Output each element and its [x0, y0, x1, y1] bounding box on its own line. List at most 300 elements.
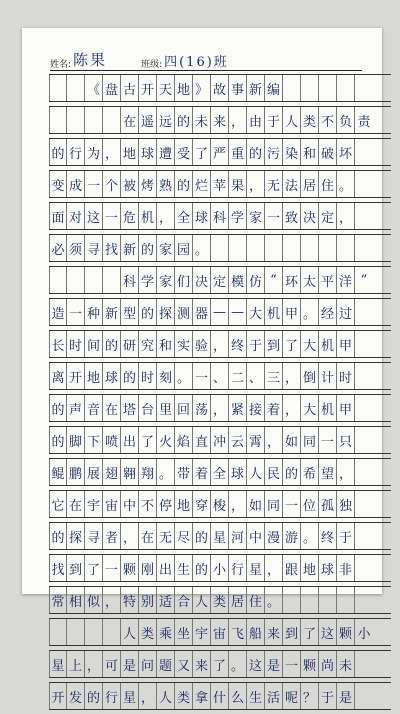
- grid-cell: 一: [283, 651, 301, 677]
- grid-cell: 一: [193, 363, 211, 389]
- grid-cell: 生: [175, 555, 193, 581]
- grid-cell: 远: [157, 107, 175, 133]
- grid-cell: 的: [193, 523, 211, 549]
- grid-cell: 古: [121, 75, 139, 101]
- essay-line: [49, 682, 391, 710]
- grid-cell: 新: [103, 299, 121, 325]
- grid-cell: 一: [103, 555, 121, 581]
- grid-cell: 遭: [157, 139, 175, 165]
- grid-cell: 穿: [193, 491, 211, 517]
- grid-cell: 不: [139, 491, 157, 517]
- grid-cell: [301, 75, 319, 101]
- grid-cell: 坏: [337, 139, 355, 165]
- grid-cell: 下: [85, 427, 103, 453]
- grid-cell: 相: [67, 587, 85, 613]
- grid-cell: 二: [229, 363, 247, 389]
- student-name: 陈果: [73, 51, 108, 69]
- grid-cell: ，: [283, 395, 301, 421]
- grid-cell: 致: [283, 203, 301, 229]
- grid-cell: 了: [193, 139, 211, 165]
- essay-line: [49, 298, 391, 326]
- grid-cell: ，: [157, 203, 175, 229]
- grid-cell: ，: [265, 555, 283, 581]
- grid-cell: [229, 235, 247, 261]
- grid-cell: 声: [67, 395, 85, 421]
- grid-cell: [265, 235, 283, 261]
- grid-cell: ，: [103, 587, 121, 613]
- essay-line: [49, 458, 391, 486]
- grid-cell: [355, 651, 373, 677]
- grid-cell: 器: [193, 299, 211, 325]
- grid-cell: 间: [85, 331, 103, 357]
- essay-line: [49, 490, 391, 518]
- grid-cell: 。: [157, 459, 175, 485]
- grid-cell: ，: [337, 459, 355, 485]
- grid-cell: 经: [319, 299, 337, 325]
- grid-cell: 遥: [139, 107, 157, 133]
- grid-cell: 无: [157, 523, 175, 549]
- grid-cell: 住: [247, 587, 265, 613]
- grid-cell: 刚: [139, 555, 157, 581]
- grid-cell: 新: [121, 235, 139, 261]
- grid-cell: 大: [247, 299, 265, 325]
- grid-cell: —: [211, 299, 229, 325]
- grid-cell: 这: [319, 619, 337, 645]
- grid-cell: 未: [193, 107, 211, 133]
- grid-cell: 种: [85, 299, 103, 325]
- grid-cell: 尽: [175, 523, 193, 549]
- grid-cell: 是: [121, 651, 139, 677]
- grid-cell: 离: [49, 363, 67, 389]
- grid-cell: [337, 235, 355, 261]
- grid-cell: [283, 75, 301, 101]
- grid-cell: 呢: [283, 683, 301, 709]
- grid-cell: [301, 587, 319, 613]
- grid-cell: 翱: [121, 459, 139, 485]
- grid-cell: 了: [283, 331, 301, 357]
- grid-cell: 同: [301, 427, 319, 453]
- grid-cell: 鲲: [49, 459, 67, 485]
- grid-cell: 环: [283, 267, 301, 293]
- grid-cell: 学: [229, 203, 247, 229]
- grid-cell: 类: [211, 587, 229, 613]
- essay-line: [49, 618, 391, 646]
- grid-cell: 可: [103, 651, 121, 677]
- grid-cell: 仿: [247, 267, 265, 293]
- grid-cell: 机: [319, 395, 337, 421]
- grid-cell: 停: [157, 491, 175, 517]
- grid-cell: 为: [85, 139, 103, 165]
- grid-cell: 平: [319, 267, 337, 293]
- essay-line: [49, 330, 391, 358]
- grid-cell: 星: [247, 555, 265, 581]
- grid-cell: 家: [157, 235, 175, 261]
- grid-cell: ”: [360, 272, 368, 288]
- grid-cell: [355, 75, 373, 101]
- grid-cell: 模: [229, 267, 247, 293]
- grid-cell: 了: [301, 619, 319, 645]
- grid-cell: 在: [139, 523, 157, 549]
- grid-cell: 受: [175, 139, 193, 165]
- grid-cell: 时: [67, 331, 85, 357]
- grid-cell: 寻: [85, 523, 103, 549]
- grid-cell: [355, 299, 373, 325]
- grid-cell: 和: [301, 139, 319, 165]
- grid-cell: 未: [337, 651, 355, 677]
- grid-cell: 小: [357, 626, 371, 642]
- grid-cell: 熟: [157, 171, 175, 197]
- grid-cell: ，: [103, 139, 121, 165]
- grid-cell: 坐: [175, 619, 193, 645]
- grid-cell: 在: [121, 107, 139, 133]
- grid-cell: 刻: [157, 363, 175, 389]
- grid-cell: 中: [121, 491, 139, 517]
- grid-cell: 鹏: [67, 459, 85, 485]
- grid-cell: [355, 203, 373, 229]
- grid-cell: 同: [265, 491, 283, 517]
- grid-cell: 常: [49, 587, 67, 613]
- grid-cell: [355, 235, 373, 261]
- grid-cell: 地: [301, 555, 319, 581]
- grid-cell: 究: [139, 331, 157, 357]
- grid-cell: 的: [121, 363, 139, 389]
- grid-cell: 危: [121, 203, 139, 229]
- grid-cell: 上: [67, 651, 85, 677]
- grid-cell: [355, 331, 373, 357]
- grid-cell: 一: [265, 203, 283, 229]
- grid-cell: 事: [229, 75, 247, 101]
- grid-cell: 地: [175, 75, 193, 101]
- grid-cell: [355, 555, 373, 581]
- grid-cell: 船: [247, 619, 265, 645]
- grid-cell: 大: [301, 395, 319, 421]
- grid-cell: 孤: [319, 491, 337, 517]
- grid-cell: “: [265, 267, 283, 293]
- grid-cell: 的: [139, 235, 157, 261]
- grid-cell: ？: [301, 683, 319, 709]
- grid-cell: 造: [49, 299, 67, 325]
- grid-cell: 居: [301, 171, 319, 197]
- grid-cell: ，: [121, 523, 139, 549]
- grid-cell: 。: [337, 171, 355, 197]
- essay-line: [49, 522, 391, 550]
- grid-cell: 型: [121, 299, 139, 325]
- grid-cell: 机: [265, 299, 283, 325]
- grid-cell: ，: [139, 683, 157, 709]
- grid-cell: 的: [175, 107, 193, 133]
- grid-cell: 适: [157, 587, 175, 613]
- grid-cell: 对: [67, 203, 85, 229]
- grid-cell: 人: [283, 107, 301, 133]
- grid-cell: 位: [301, 491, 319, 517]
- grid-cell: [355, 491, 373, 517]
- grid-cell: 重: [229, 139, 247, 165]
- grid-cell: [355, 459, 373, 485]
- grid-cell: 回: [175, 395, 193, 421]
- grid-cell: 苹: [211, 171, 229, 197]
- name-label: 姓名:: [50, 60, 72, 70]
- grid-cell: 小: [211, 555, 229, 581]
- grid-cell: 决: [193, 267, 211, 293]
- essay-line: [49, 266, 391, 294]
- grid-cell: 地: [121, 139, 139, 165]
- grid-cell: 家: [157, 267, 175, 293]
- grid-cell: [85, 107, 103, 133]
- grid-cell: 科: [211, 203, 229, 229]
- grid-cell: 长: [49, 331, 67, 357]
- grid-cell: 火: [157, 427, 175, 453]
- grid-cell: 宇: [85, 491, 103, 517]
- grid-cell: 于: [319, 683, 337, 709]
- grid-cell: 来: [193, 651, 211, 677]
- grid-cell: 无: [265, 171, 283, 197]
- grid-cell: 定: [211, 267, 229, 293]
- grid-cell: [67, 267, 85, 293]
- grid-cell: 宇: [193, 619, 211, 645]
- grid-cell: 全: [211, 459, 229, 485]
- grid-cell: 又: [175, 651, 193, 677]
- grid-cell: 一: [85, 171, 103, 197]
- grid-cell: 洋: [337, 267, 355, 293]
- grid-cell: 到: [67, 555, 85, 581]
- grid-cell: ，: [247, 171, 265, 197]
- grid-cell: 星: [211, 523, 229, 549]
- essay-line: [49, 138, 391, 166]
- grid-cell: 脚: [67, 427, 85, 453]
- grid-cell: 的: [283, 459, 301, 485]
- grid-cell: 跟: [283, 555, 301, 581]
- essay-line: [49, 106, 391, 134]
- grid-cell: 别: [139, 587, 157, 613]
- grid-cell: 独: [337, 491, 355, 517]
- grid-cell: 必: [49, 235, 67, 261]
- grid-cell: [355, 363, 373, 389]
- grid-cell: [103, 619, 121, 645]
- grid-cell: 们: [175, 267, 193, 293]
- grid-cell: 由: [247, 107, 265, 133]
- grid-cell: 了: [211, 651, 229, 677]
- grid-cell: 这: [247, 651, 265, 677]
- grid-cell: 。: [265, 587, 283, 613]
- grid-cell: 是: [337, 683, 355, 709]
- grid-cell: 出: [121, 427, 139, 453]
- grid-cell: 责: [357, 114, 371, 130]
- grid-cell: [337, 587, 355, 613]
- grid-cell: 只: [337, 427, 355, 453]
- grid-cell: 球: [193, 203, 211, 229]
- sheet-header: [50, 40, 362, 71]
- grid-cell: 希: [301, 459, 319, 485]
- grid-cell: 面: [49, 203, 67, 229]
- grid-cell: 须: [67, 235, 85, 261]
- grid-cell: 机: [319, 331, 337, 357]
- grid-cell: 人: [157, 683, 175, 709]
- grid-cell: 游: [283, 523, 301, 549]
- grid-cell: 台: [139, 395, 157, 421]
- grid-cell: 者: [103, 523, 121, 549]
- grid-cell: ，: [283, 363, 301, 389]
- grid-cell: 么: [229, 683, 247, 709]
- grid-cell: 带: [175, 459, 193, 485]
- grid-cell: 星: [121, 683, 139, 709]
- grid-cell: 发: [67, 683, 85, 709]
- grid-cell: 的: [49, 523, 67, 549]
- grid-cell: 天: [157, 75, 175, 101]
- grid-cell: 时: [337, 363, 355, 389]
- grid-cell: 盘: [103, 75, 121, 101]
- grid-cell: 特: [121, 587, 139, 613]
- grid-cell: 。: [175, 363, 193, 389]
- grid-cell: 烂: [193, 171, 211, 197]
- essay-line: [49, 170, 391, 198]
- grid-cell: 来: [211, 107, 229, 133]
- grid-cell: 和: [157, 331, 175, 357]
- grid-cell: ，: [229, 491, 247, 517]
- grid-cell: 人: [121, 619, 139, 645]
- grid-cell: 验: [193, 331, 211, 357]
- grid-cell: 太: [301, 267, 319, 293]
- grid-cell: 展: [85, 459, 103, 485]
- grid-cell: 颗: [121, 555, 139, 581]
- grid-cell: 学: [139, 267, 157, 293]
- grid-cell: 寻: [85, 235, 103, 261]
- grid-cell: 大: [301, 331, 319, 357]
- grid-cell: 到: [283, 619, 301, 645]
- grid-cell: [85, 267, 103, 293]
- grid-cell: 时: [139, 363, 157, 389]
- grid-cell: 接: [247, 395, 265, 421]
- grid-cell: 行: [67, 139, 85, 165]
- grid-cell: 于: [265, 107, 283, 133]
- grid-cell: [355, 395, 373, 421]
- grid-cell: —: [229, 299, 247, 325]
- grid-cell: 法: [283, 171, 301, 197]
- grid-cell: 着: [193, 459, 211, 485]
- grid-cell: 。: [229, 651, 247, 677]
- grid-cell: 于: [337, 523, 355, 549]
- grid-cell: 来: [265, 619, 283, 645]
- grid-cell: [67, 75, 85, 101]
- grid-cell: 球: [103, 363, 121, 389]
- grid-cell: 中: [247, 523, 265, 549]
- grid-cell: [283, 235, 301, 261]
- grid-cell: 一: [283, 491, 301, 517]
- grid-cell: 颗: [337, 619, 355, 645]
- grid-cell: [283, 587, 301, 613]
- grid-cell: 球: [229, 459, 247, 485]
- grid-cell: [319, 587, 337, 613]
- grid-cell: 着: [265, 395, 283, 421]
- grid-cell: 家: [247, 203, 265, 229]
- grid-cell: 了: [85, 555, 103, 581]
- grid-cell: [49, 107, 67, 133]
- grid-cell: 问: [139, 651, 157, 677]
- grid-cell: 颗: [301, 651, 319, 677]
- grid-cell: 的: [103, 331, 121, 357]
- essay-line: [49, 586, 391, 614]
- grid-cell: 什: [211, 683, 229, 709]
- grid-cell: 合: [175, 587, 193, 613]
- grid-cell: [355, 139, 373, 165]
- grid-cell: 。: [301, 523, 319, 549]
- grid-cell: 行: [229, 555, 247, 581]
- grid-cell: 的: [175, 171, 193, 197]
- grid-cell: 题: [157, 651, 175, 677]
- class-label: 班级:: [141, 60, 163, 70]
- grid-cell: 如: [283, 427, 301, 453]
- grid-cell: 科: [121, 267, 139, 293]
- grid-cell: [49, 75, 67, 101]
- grid-cell: 焰: [175, 427, 193, 453]
- grid-cell: 探: [67, 523, 85, 549]
- grid-cell: 倒: [301, 363, 319, 389]
- grid-cell: 染: [283, 139, 301, 165]
- grid-cell: 过: [337, 299, 355, 325]
- grid-cell: [337, 75, 355, 101]
- grid-cell: ，: [211, 395, 229, 421]
- grid-cell: 计: [319, 363, 337, 389]
- grid-cell: 如: [247, 491, 265, 517]
- grid-cell: 被: [121, 171, 139, 197]
- grid-cell: 住: [319, 171, 337, 197]
- grid-cell: 新: [247, 75, 265, 101]
- grid-cell: [49, 267, 67, 293]
- grid-cell: 、: [247, 363, 265, 389]
- grid-cell: 星: [49, 651, 67, 677]
- grid-cell: 开: [49, 683, 67, 709]
- grid-cell: 了: [139, 427, 157, 453]
- grid-cell: 梭: [211, 491, 229, 517]
- grid-cell: 它: [49, 491, 67, 517]
- grid-cell: 全: [175, 203, 193, 229]
- grid-cell: 于: [247, 331, 265, 357]
- grid-cell: 一: [319, 427, 337, 453]
- class-value: 四(16)班: [164, 55, 229, 70]
- grid-cell: [85, 619, 103, 645]
- grid-cell: 实: [175, 331, 193, 357]
- grid-cell: [319, 235, 337, 261]
- grid-cell: 甲: [337, 395, 355, 421]
- grid-cell: 《: [85, 75, 103, 101]
- grid-cell: 。: [301, 299, 319, 325]
- grid-cell: 霄: [247, 427, 265, 453]
- grid-cell: 行: [103, 683, 121, 709]
- grid-cell: 破: [319, 139, 337, 165]
- grid-cell: 冲: [211, 427, 229, 453]
- grid-cell: 在: [67, 491, 85, 517]
- grid-cell: 找: [49, 555, 67, 581]
- essay-line: [49, 394, 391, 422]
- grid-cell: [49, 619, 67, 645]
- grid-cell: 的: [49, 395, 67, 421]
- essay-line: [49, 234, 391, 262]
- grid-cell: 变: [49, 171, 67, 197]
- grid-cell: 河: [229, 523, 247, 549]
- grid-cell: 定: [319, 203, 337, 229]
- grid-cell: 类: [139, 619, 157, 645]
- grid-cell: 生: [247, 683, 265, 709]
- grid-cell: 负: [337, 107, 355, 133]
- essay-line: [49, 202, 391, 230]
- grid-cell: 决: [301, 203, 319, 229]
- grid-cell: 到: [265, 331, 283, 357]
- grid-cell: 地: [175, 491, 193, 517]
- grid-cell: 宙: [211, 619, 229, 645]
- grid-cell: [355, 427, 373, 453]
- grid-cell: 云: [229, 427, 247, 453]
- grid-cell: 球: [139, 139, 157, 165]
- composition-sheet: [22, 28, 382, 706]
